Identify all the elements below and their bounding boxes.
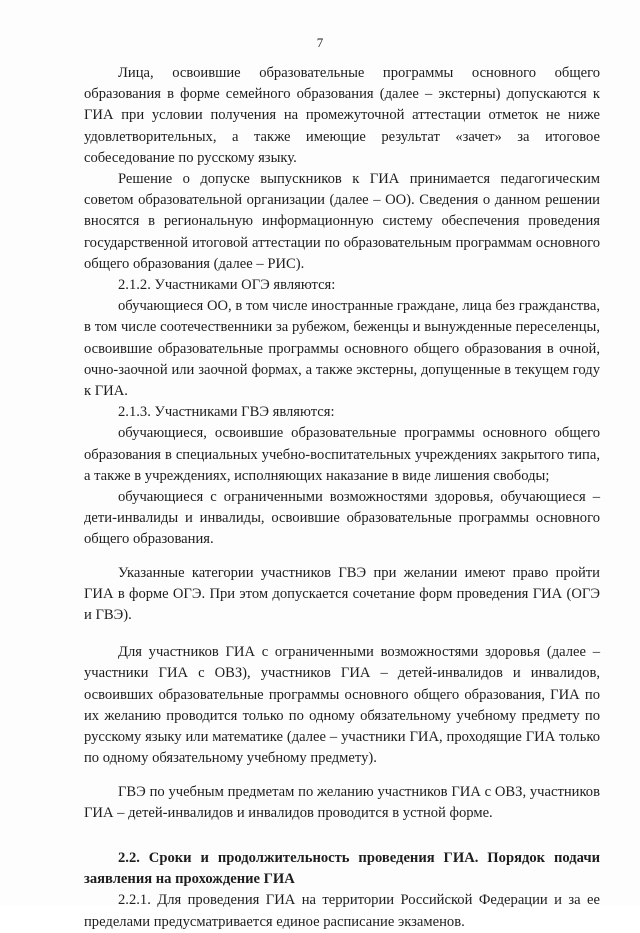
paragraph-gve-oge-option: Указанные категории участников ГВЭ при желании имеют право пройти ГИА в форме ОГЭ. При этом допускается сочетание форм проведения ГИА (ОГЭ и ГВЭ).	[84, 564, 600, 624]
paragraph-ovz-single-subject: Для участников ГИА с ограниченными возможностями здоровья (далее – участники ГИА с ОВЗ), участников ГИА – детей-инвалидов и инвалидов, освоивших образовательные программы основного общего образования, ГИА по их желанию проводится только по одному обязательному учебному предмету по русскому языку или математике (далее – участники ГИА, проходящие ГИА только по одному обязательному учебному предмету).	[84, 644, 600, 767]
page-number: 7	[316, 35, 324, 50]
paragraph-unified-schedule: 2.2.1. Для проведения ГИА на территории Российской Федерации и за ее пределами предусматривается единое расписание экзаменов.	[84, 892, 600, 930]
section-heading: 2.2. Сроки и продолжительность проведения ГИА. Порядок подачи заявления на прохождение ГИА	[84, 849, 600, 888]
paragraph-gve-disabilities: обучающиеся с ограниченными возможностями здоровья, обучающиеся – дети-инвалиды и инвалиды, освоившие образовательные программы основного общего образования.	[84, 489, 600, 548]
paragraph-admission-decision: Решение о допуске выпускников к ГИА принимается педагогическим советом образовательной организации (далее – ОО). Сведения о данном решении вносятся в региональную информационную систему обеспечения проведения государственной итоговой аттестации по образовательным программам основного общего образования (далее – РИС).	[84, 171, 600, 272]
document-body	[84, 63, 600, 933]
paragraph-oge-participants-list: обучающиеся ОО, в том числе иностранные граждане, лица без гражданства, в том числе соотечественники за рубежом, беженцы и вынужденные переселенцы, освоившие образовательные программы основного общего образования в очной, очно-заочной или заочной формах, а также экстерны, допущенные в текущем году к ГИА.	[84, 298, 600, 400]
paragraph-oge-participants-heading: 2.1.2. Участниками ОГЭ являются:	[118, 277, 336, 294]
paragraph-external-students-admission: Лица, освоившие образовательные программы основного общего образования в форме семейного образования (далее – экстерны) допускаются к ГИА при условии получения на промежуточной аттестации отметок не ниже удовлетворительных, а также имеющие результат «зачет» за итоговое собеседование по русскому языку.	[84, 65, 600, 166]
paragraph-gve-participants-heading: 2.1.3. Участниками ГВЭ являются:	[118, 404, 335, 421]
paragraph-gve-closed-institutions: обучающиеся, освоившие образовательные программы основного общего образования в специальных учебно-воспитательных учреждениях закрытого типа, а также в учреждениях, исполняющих наказание в виде лишения свободы;	[84, 425, 600, 484]
paragraph-gve-oral-form: ГВЭ по учебным предметам по желанию участников ГИА с ОВЗ, участников ГИА – детей-инвалидов и инвалидов проводится в устной форме.	[84, 783, 600, 821]
